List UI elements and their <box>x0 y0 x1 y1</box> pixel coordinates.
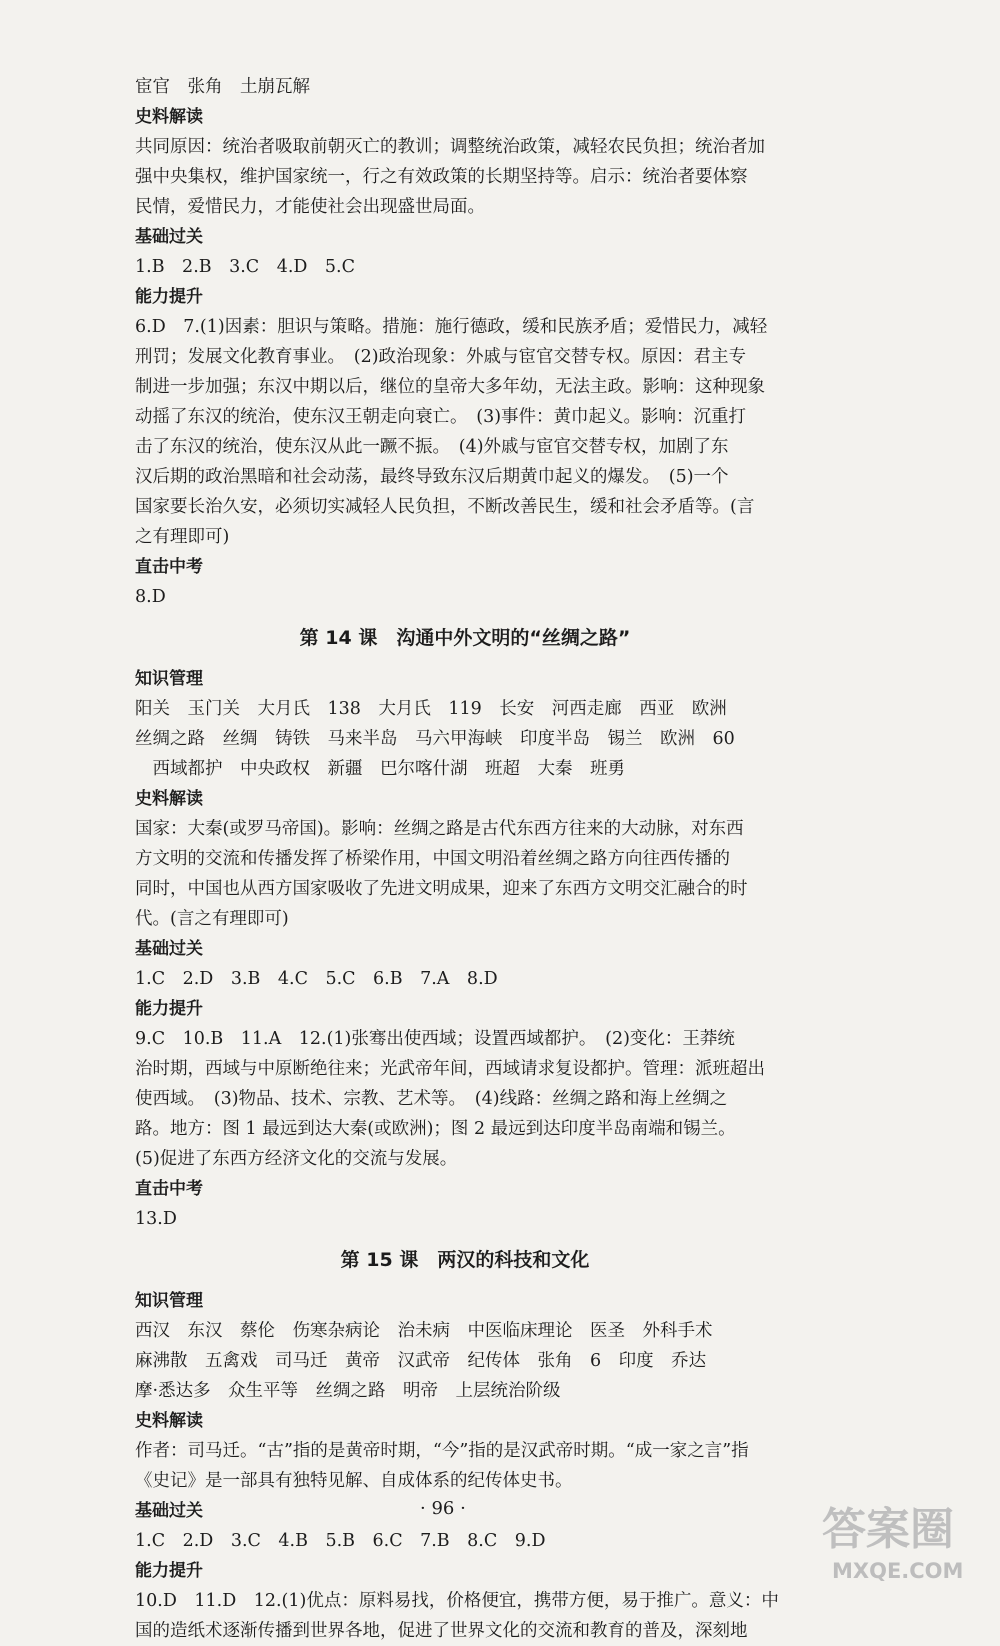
section-heading: 知识管理 <box>135 1291 203 1311</box>
text-line: 13.D <box>135 1209 177 1229</box>
text-line: 路。地方：图 1 最远到达大秦(或欧洲)；图 2 最远到达印度半岛南端和锡兰。 <box>135 1119 736 1139</box>
text-line: 1.C 2.D 3.B 4.C 5.C 6.B 7.A 8.D <box>135 969 498 989</box>
text-line: 强中央集权，维护国家统一，行之有效政策的长期坚持等。启示：统治者要体察 <box>135 167 748 187</box>
text-line: 国家要长治久安，必须切实减轻人民负担，不断改善民生，缓和社会矛盾等。(言 <box>135 497 755 517</box>
section-heading: 直击中考 <box>135 1179 203 1199</box>
text-line: 动摇了东汉的统治，使东汉王朝走向衰亡。 (3)事件：黄巾起义。影响：沉重打 <box>135 407 747 427</box>
text-line: 丝绸之路 丝绸 铸铁 马来半岛 马六甲海峡 印度半岛 锡兰 欧洲 60 <box>135 729 735 749</box>
text-line: 击了东汉的统治，使东汉从此一蹶不振。 (4)外戚与宦官交替专权，加剧了东 <box>135 437 729 457</box>
text-line: 代。(言之有理即可) <box>135 909 289 929</box>
text-line: 共同原因：统治者吸取前朝灭亡的教训；调整统治政策，减轻农民负担；统治者加 <box>135 137 765 157</box>
page-number: · 96 · <box>420 1498 466 1519</box>
watermark-logo-text: 答案圈 <box>822 1504 954 1555</box>
text-line: 刑罚；发展文化教育事业。 (2)政治现象：外戚与宦官交替专权。原因：君主专 <box>135 347 747 367</box>
lesson-title: 第 15 课 两汉的科技和文化 <box>340 1249 590 1271</box>
section-heading: 基础过关 <box>135 1501 203 1521</box>
text-line: (5)促进了东西方经济文化的交流与发展。 <box>135 1149 458 1169</box>
text-line: 制进一步加强；东汉中期以后，继位的皇帝大多年幼，无法主政。影响：这种现象 <box>135 377 765 397</box>
section-heading: 基础过关 <box>135 939 203 959</box>
text-line: 方文明的交流和传播发挥了桥梁作用，中国文明沿着丝绸之路方向往西传播的 <box>135 849 730 869</box>
text-line: 麻沸散 五禽戏 司马迁 黄帝 汉武帝 纪传体 张角 6 印度 乔达 <box>135 1351 707 1371</box>
section-heading: 知识管理 <box>135 669 203 689</box>
text-line: 民情，爱惜民力，才能使社会出现盛世局面。 <box>135 197 485 217</box>
text-line: 使西域。 (3)物品、技术、宗教、艺术等。 (4)线路：丝绸之路和海上丝绸之 <box>135 1089 728 1109</box>
text-line: 国的造纸术逐渐传播到世界各地，促进了世界文化的交流和教育的普及，深刻地 <box>135 1621 748 1641</box>
text-line: 摩·悉达多 众生平等 丝绸之路 明帝 上层统治阶级 <box>135 1381 561 1401</box>
lesson-title: 第 14 课 沟通中外文明的“丝绸之路” <box>299 627 631 649</box>
text-line: 西域都护 中央政权 新疆 巴尔喀什湖 班超 大秦 班勇 <box>135 759 625 779</box>
text-line: 作者：司马迁。“古”指的是黄帝时期，“今”指的是汉武帝时期。“成一家之言”指 <box>135 1441 749 1461</box>
watermark-url: MXQE.COM <box>832 1559 964 1583</box>
text-line: 1.C 2.D 3.C 4.B 5.B 6.C 7.B 8.C 9.D <box>135 1531 546 1551</box>
section-heading: 史料解读 <box>135 107 203 127</box>
text-line: 10.D 11.D 12.(1)优点：原料易找，价格便宜，携带方便，易于推广。意义：中 <box>135 1591 779 1611</box>
text-line: 9.C 10.B 11.A 12.(1)张骞出使西域；设置西域都护。 (2)变化：王莽统 <box>135 1029 735 1049</box>
text-line: 8.D <box>135 587 166 607</box>
text-line: 治时期，西域与中原断绝往来；光武帝年间，西域请求复设都护。管理：派班超出 <box>135 1059 765 1079</box>
section-heading: 直击中考 <box>135 557 203 577</box>
text-line: 6.D 7.(1)因素：胆识与策略。措施：施行德政，缓和民族矛盾；爱惜民力，减轻 <box>135 317 768 337</box>
text-line: 《史记》是一部具有独特见解、自成体系的纪传体史书。 <box>135 1471 573 1491</box>
section-heading: 能力提升 <box>135 287 203 307</box>
answer-content <box>135 72 795 1646</box>
text-line: 阳关 玉门关 大月氏 138 大月氏 119 长安 河西走廊 西亚 欧洲 <box>135 699 727 719</box>
text-line: 汉后期的政治黑暗和社会动荡，最终导致东汉后期黄巾起义的爆发。 (5)一个 <box>135 467 729 487</box>
text-line: 同时，中国也从西方国家吸收了先进文明成果，迎来了东西方文明交汇融合的时 <box>135 879 748 899</box>
section-heading: 史料解读 <box>135 789 203 809</box>
text-line: 国家：大秦(或罗马帝国)。影响：丝绸之路是古代东西方往来的大动脉，对东西 <box>135 819 744 839</box>
text-line: 1.B 2.B 3.C 4.D 5.C <box>135 257 356 277</box>
text-line: 之有理即可) <box>135 527 230 547</box>
section-heading: 基础过关 <box>135 227 203 247</box>
section-heading: 能力提升 <box>135 999 203 1019</box>
section-heading: 史料解读 <box>135 1411 203 1431</box>
section-heading: 能力提升 <box>135 1561 203 1581</box>
text-line: 西汉 东汉 蔡伦 伤寒杂病论 治未病 中医临床理论 医圣 外科手术 <box>135 1321 713 1341</box>
watermark-logo <box>818 1494 978 1586</box>
text-line: 宦官 张角 土崩瓦解 <box>135 77 310 97</box>
